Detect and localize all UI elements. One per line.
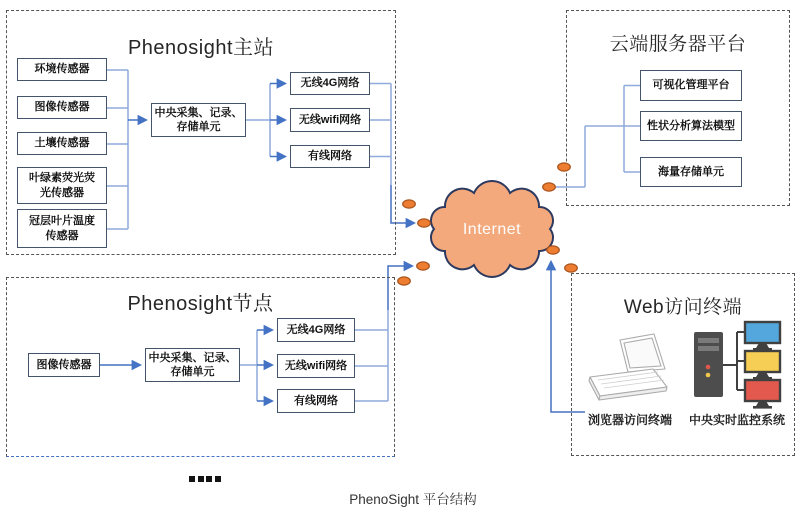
- main-central-unit-box: 中央采集、记录、存储单元: [151, 103, 246, 137]
- main-network-4g-box: 无线4G网络: [290, 72, 370, 95]
- node-title: Phenosight节点: [127, 293, 274, 315]
- sensor-box-soil: 土壤传感器: [17, 132, 107, 155]
- sensor-box-chlorophyll: 叶绿素荧光荧光传感器: [17, 167, 107, 204]
- diagram-caption: PhenoSight 平台结构: [349, 492, 477, 507]
- square-icon: [198, 476, 204, 482]
- node-network-wifi-box: 无线wifi网络: [277, 354, 355, 378]
- platform-analysis-model-box: 性状分析算法模型: [640, 111, 742, 141]
- square-icon: [206, 476, 212, 482]
- sensor-box-environment: 环境传感器: [17, 58, 107, 81]
- square-icon: [189, 476, 195, 482]
- square-icon: [215, 476, 221, 482]
- platform-visualization-box: 可视化管理平台: [640, 70, 742, 101]
- sensor-box-image: 图像传感器: [17, 96, 107, 119]
- node-network-wired-box: 有线网络: [277, 389, 355, 413]
- web-terminal-title: Web访问终端: [623, 297, 743, 318]
- node-sensor-box-image: 图像传感器: [28, 353, 100, 377]
- sensor-box-canopy-temp: 冠层叶片温度传感器: [17, 209, 107, 248]
- main-network-wifi-box: 无线wifi网络: [290, 108, 370, 132]
- web-terminal-panel: [571, 273, 795, 456]
- main-network-wired-box: 有线网络: [290, 145, 370, 168]
- more-nodes-indicator: [189, 476, 221, 482]
- main-station-title: Phenosight主站: [127, 37, 275, 59]
- node-central-unit-box: 中央采集、记录、存储单元: [145, 348, 240, 382]
- node-network-4g-box: 无线4G网络: [277, 318, 355, 342]
- internet-label: Internet: [462, 221, 522, 238]
- platform-mass-storage-box: 海量存储单元: [640, 157, 742, 187]
- browser-terminal-label: 浏览器访问终端: [587, 413, 672, 427]
- monitoring-system-label: 中央实时监控系统: [688, 413, 785, 427]
- cloud-platform-title: 云端服务器平台: [609, 34, 747, 55]
